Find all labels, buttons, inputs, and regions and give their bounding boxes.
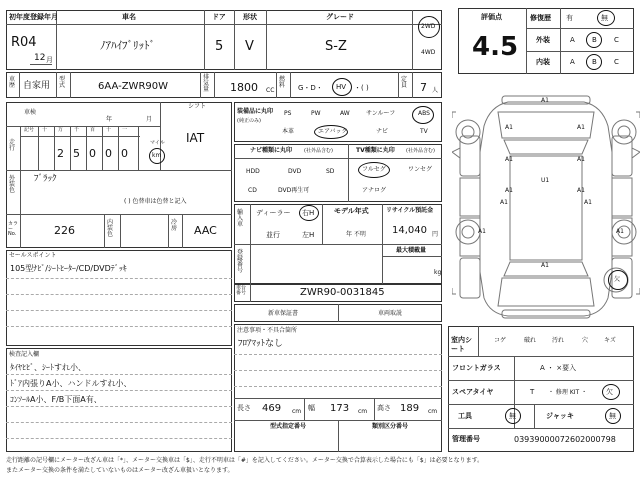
nav-item-4: DVD再生可 [278,187,310,194]
exterior-label: 外装 [536,36,550,44]
exterior-grade-A: A [570,36,575,44]
displacement-label: 排気量 [203,74,210,93]
damage-mark-12: A1 [541,262,549,269]
model-year-label: モデル年式 [334,207,369,215]
nav-sub: (社外品含む) [304,148,333,154]
history-label: 車歴 [9,76,16,89]
class-num-label: 類別区分番号 [372,423,409,430]
abs-circle [412,106,434,124]
drive-2wd: 2WD [421,23,436,30]
interior-grade-A: A [570,58,575,66]
inspection-label: 車検 [24,109,37,116]
model-year: 年 不明 [346,231,366,238]
capacity: 7 [420,81,427,94]
shape: V [245,39,254,54]
jack: 無 [609,412,616,420]
model-spec-label: 型式指定番号 [270,423,307,430]
mileage-col-6: 一 [122,127,128,133]
damage-mark-1: A1 [505,124,513,131]
reg-year: R04 [11,35,37,50]
mgmt-number: 03939000072602000798 [514,435,616,444]
exterior-grade-B: B [592,36,597,44]
grade: S-Z [325,39,347,54]
shape-label: 形状 [243,13,257,21]
import-label: 輸入車 [237,209,244,228]
right-hand-circle [299,205,319,221]
equip-row1-0: PS [284,110,292,117]
exterior-grade-C: C [614,36,619,44]
tool-label: 工具 [458,412,472,420]
notes-label: 注意事項・不具合箇所 [237,327,298,334]
equip-row1-1: PW [311,110,321,117]
chassis-number: ZWR90-0031845 [300,287,385,298]
max-load-label: 最大積載量 [396,247,427,254]
length-unit: cm [292,408,302,415]
score-label: 評価点 [481,13,502,21]
tool: 無 [509,412,516,420]
fuel-options: G・D・ [298,84,323,92]
height-label: 高さ [377,404,391,412]
import-right: 右H [302,209,315,217]
regno-label: 登録番号 [237,249,244,274]
registration-row [6,72,442,98]
ext-color: ﾌﾞﾗｯｸ [34,174,57,184]
interior-grade-C: C [614,58,619,66]
mgmt-label: 管理番号 [452,435,480,443]
glass-label: フロントガラス [452,364,501,372]
inspector-label: 検査記入欄 [9,351,40,358]
reg-month: 12 [34,53,46,63]
inspector-line-2: ｺﾝｿｰﾙA小、F/B下面A有、 [10,395,102,404]
inspection-year: 年 [106,116,113,123]
equip-row2-0: 本革 [282,128,295,135]
equipment-sub: (純正のみ) [237,118,261,124]
recycle-unit: 円 [432,231,439,238]
equip-row1-3: サンルーフ [366,110,396,117]
nav-title: ナビ種類に丸印 [250,147,293,154]
import-dealer: ディーラー [256,209,291,217]
jack-label: ジャッキ [546,412,574,420]
car-name-label: 車名 [122,13,136,21]
displacement-unit: CC [266,87,275,94]
spare-none: 欠 [606,388,613,396]
height: 189 [400,403,420,414]
mileage-digit-0: 2 [57,147,64,160]
notes-text: ﾌﾛｱﾏｯﾄなし [238,339,284,349]
load-unit: kg [434,269,442,276]
spare-label: スペアタイヤ [452,388,494,396]
drive-4wd: 4WD [421,49,436,56]
spare-kit: ・ 修理 KIT ・ [548,389,588,396]
fuel-label: 燃料 [279,76,286,89]
damage-mark-0: A1 [541,97,549,104]
door-label: ドア [212,13,226,21]
warranty: 新車保証書 [268,310,299,317]
equip-row1-2: AW [340,110,350,117]
km-unit: km [152,152,162,159]
airbag-circle [314,125,348,139]
equip-row2-1: エアバック [318,128,348,135]
inspection-month: 月 [146,116,153,123]
shift: IAT [186,131,205,145]
model-type: 6AA-ZWR90W [98,81,169,92]
damage-mark-9: A1 [616,228,624,235]
damage-mark-4: A1 [577,156,585,163]
length-label: 長さ [237,404,251,412]
interior-b-circle [586,54,602,70]
spare-t: T [530,388,535,396]
damage-mark-2: A1 [577,124,585,131]
mileage-digit-4: 0 [121,147,128,160]
damage-mark-6: A1 [577,187,585,194]
height-unit: cm [428,408,438,415]
seat-item-2: 汚れ [552,337,565,344]
mileage-digit-1: 5 [73,147,80,160]
capacity-unit: 人 [432,87,439,94]
damage-mark-10: A1 [500,199,508,206]
equip-row2-3: TV [420,128,428,135]
selling-text: 105型ﾅﾋﾞ/ｼｰﾄﾋｰﾀｰ/CD/DVDﾃﾞｯｷ [10,264,127,273]
inspector-line-1: ﾄﾞｱ内張りA小、ハンドルすれ小、 [10,379,132,388]
damage-mark-11: A1 [584,199,592,206]
mileage-digit-3: 0 [105,147,112,160]
nav-item-3: CD [248,187,257,194]
footer-line-2: またメーター交換の条件を満たしていないものはメーター改ざん車扱いとなります。 [6,467,234,474]
color-code-label: カラーNo. [8,221,19,237]
equipment-title: 装備品に丸印 [237,108,274,115]
nav-item-1: DVD [288,168,302,175]
mileage-col-1: 十 [42,127,48,133]
seat-item-3: 穴 [582,337,589,344]
repair-label: 修復歴 [530,14,551,22]
selling-label: セールスポイント [9,252,57,259]
seat-item-0: コゲ [494,337,507,344]
import-parallel: 並行 [266,231,280,239]
nav-item-2: SD [326,168,335,175]
recycle: 14,040 [392,225,427,236]
mileage-digit-2: 0 [89,147,96,160]
model-type-label: 型式 [59,76,66,89]
color-code: 226 [54,224,75,237]
repair-no: 無 [601,14,608,22]
width-label: 幅 [308,404,315,412]
damage-mark-8: U1 [541,177,550,184]
width-unit: cm [358,408,368,415]
ac: AAC [194,224,217,237]
run-label: 走行 [9,139,16,152]
length: 469 [262,403,282,414]
ac-label: 冷房 [171,219,178,232]
int-color-label: 内装色 [107,219,114,238]
interior-grade-B: B [592,58,597,66]
spare-tire-mark: 欠 [614,276,621,283]
owner-type: 自家用 [23,81,51,91]
grade-label: グレード [326,13,354,21]
seat-item-1: 破れ [524,337,537,344]
chassis-label: 車台番号 [236,285,247,296]
doors: 5 [215,39,224,54]
displacement: 1800 [230,81,258,94]
mileage-col-2: 万 [58,127,64,133]
exterior-b-circle [586,32,602,48]
recycle-label: リサイクル預託金 [386,207,434,214]
mileage-col-4: 百 [90,127,96,133]
fuel-selected: HV [336,83,347,91]
damage-mark-7: A1 [478,228,486,235]
interior-label: 内装 [536,58,550,66]
shift-label: シフト [188,103,207,110]
tv-item-0: フルセグ [362,166,386,173]
damage-mark-3: A1 [505,156,513,163]
mileage-col-0: 記号 [24,127,35,133]
color-note: ( ) 色替車は色替と記入 [124,198,187,205]
width: 173 [330,403,350,414]
mileage-col-3: 千 [74,127,80,133]
header-divider [6,24,442,25]
fuel-other: ・( ) [354,84,369,92]
tv-item-2: アナログ [362,187,387,194]
score-value: 4.5 [472,32,519,62]
import-left: 左H [302,231,315,239]
ext-color-label: 外装色 [9,175,16,194]
mileage-col-5: 十 [106,127,112,133]
footer-line-1: 走行距離の記号欄にメーター改ざん車は「*」、メーター交換車は「$」、走行不明車は「#」を記入してください。メーター交換で合算表示した場合にも「$」は必要となります。 [6,457,484,464]
mile-unit: マイル [150,140,165,146]
first-reg-label: 初年度登録年月 [9,13,58,21]
repair-yes: 有 [566,14,573,22]
car-name: ﾉｱﾊｲﾌﾞﾘｯﾄﾞ [100,39,155,52]
glass: A ・ ×要入 [540,364,577,372]
equip-row2-2: ナビ [376,128,389,135]
tv-sub: (社外品含む) [406,148,435,154]
capacity-label: 定員 [401,76,408,89]
damage-mark-5: A1 [505,187,513,194]
equip-row1-4: ABS [418,110,430,117]
seat-item-4: キズ [604,337,616,344]
seat-label: 室内シート [451,336,472,354]
inspector-line-0: ﾀｲﾔﾋﾋﾞ、ｼｰﾄすれ小、 [10,363,86,372]
reg-month-unit: 月 [46,56,53,64]
tv-item-1: ワンセグ [408,166,433,173]
manual: 車両取説 [378,310,403,317]
nav-item-0: HDD [246,168,260,175]
tv-title: TV種類に丸印 [356,147,395,154]
fullseg-circle [358,162,390,178]
